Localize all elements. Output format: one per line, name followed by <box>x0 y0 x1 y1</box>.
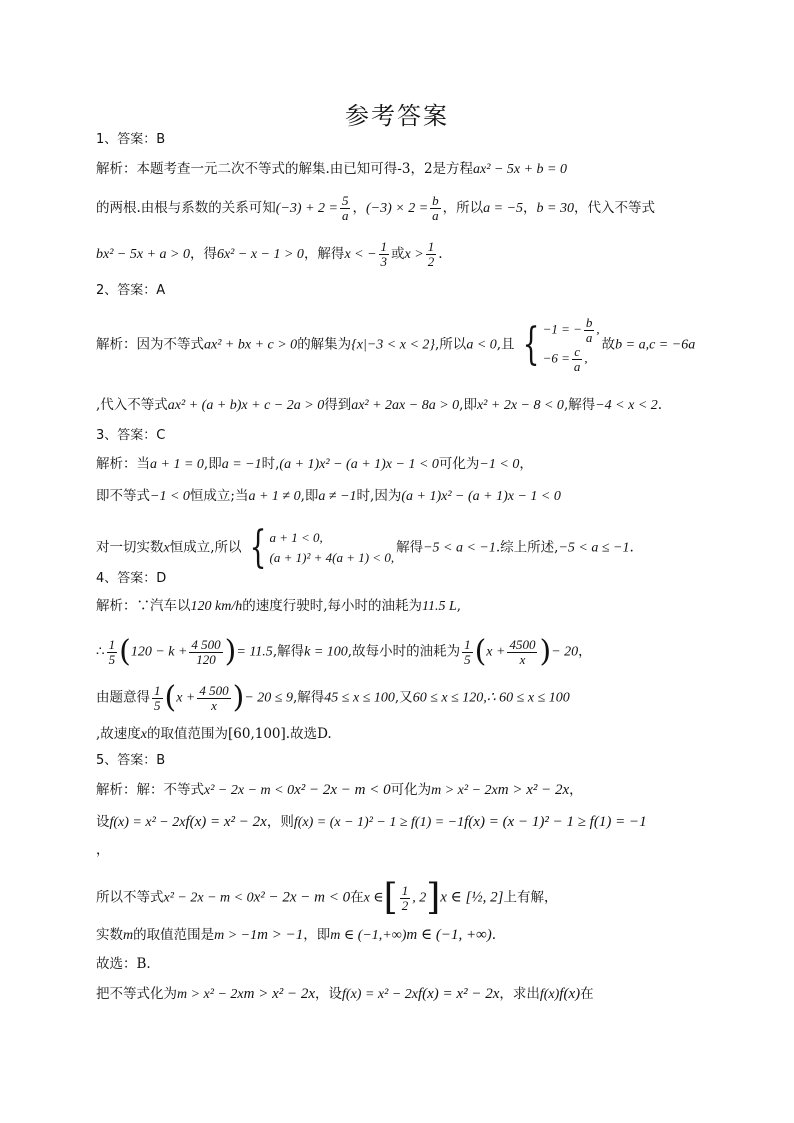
q5-ineq2: m > x² − 2x <box>431 783 498 798</box>
q5-range-dup: m > −1 <box>257 927 304 943</box>
q3-a: a = −1 <box>221 457 262 472</box>
q2-equation-system: { −1 = − $\frac{b}{a}$ , −6 = $\frac{c}{a}$ , <box>522 315 600 374</box>
q2-solution: −4 < x < 2 <box>595 398 658 413</box>
q1-text: ，解得 <box>303 246 345 262</box>
q5-func2-dup: f(x) = x² − 2x <box>417 986 500 1002</box>
q2-ineq2: ax² + (a + b)x + c − 2a > 0 <box>167 398 325 413</box>
q3-ineq2: −1 < 0 <box>150 489 190 504</box>
q5-ineq-dup: x² − 2x − m < 0 <box>294 782 391 798</box>
q2-text: ,解得 <box>563 397 596 413</box>
q4-fraction-4500-120: $\frac{4 500}{120}$ <box>191 636 221 667</box>
q5-text: 可化为 <box>390 782 432 798</box>
q4-text: ,故每小时的油耗为 <box>347 643 461 660</box>
q3-var: x <box>163 540 170 556</box>
q5-ineq2-dup: m > x² − 2x <box>497 782 570 798</box>
q5-func-min-dup: f(x) = (x − 1)² − 1 ≥ f(1) = −1 <box>464 814 647 830</box>
q3-text: 时,因为 <box>356 488 402 504</box>
q3-text: .综上所述, <box>495 539 559 556</box>
q1-a-value: a = −5 <box>483 201 524 216</box>
q4-text: ,解得 <box>293 689 325 706</box>
q2-ineq: ax² + bx + c > 0 <box>204 337 298 353</box>
q5-text: 所以不等式 <box>96 889 164 906</box>
q1-fraction-1-3: $\frac{1}{3}$ <box>380 239 388 269</box>
q5-text: ，即 <box>303 927 331 943</box>
q5-sep: ， <box>569 782 583 798</box>
q1-text: 的两根.由根与系数的关系可知 <box>96 200 276 216</box>
q4-therefore: ∴ <box>96 643 105 660</box>
q4-text: 的速度行驶时,每小时的油耗为 <box>242 598 423 614</box>
q1-text: ，得 <box>189 246 217 262</box>
q4-var: x <box>140 727 148 742</box>
q1-sep: ， <box>523 200 537 216</box>
q4-expr2: x + <box>486 644 506 660</box>
q5-analysis-line-3: ， <box>96 842 110 858</box>
q3-text: ,即 <box>203 456 222 472</box>
q1-ineq: bx² − 5x + a > 0 <box>96 247 190 262</box>
q3-text: ,即 <box>300 488 319 504</box>
q4-expr3: x + <box>176 690 196 706</box>
q3-text: 对一切实数 <box>96 539 164 556</box>
q1-sum: (−3) + 2 = <box>275 201 338 216</box>
q4-speed: 120 km/h <box>190 599 243 614</box>
q1-product: (−3) × 2 = <box>365 201 429 216</box>
q5-text: ，设 <box>315 986 343 1002</box>
q5-ineq: x² − 2x − m < 0 <box>204 783 295 798</box>
q3-text: 时, <box>261 456 280 472</box>
q3-text: 解得 <box>396 539 424 556</box>
q3-ineq3: (a + 1)x² − (a + 1)x − 1 < 0 <box>401 489 561 504</box>
q1-text: ，代入不等式 <box>574 200 655 216</box>
q3-text: 解析：当 <box>96 456 150 472</box>
q1-equation: ax² − 5x + b = 0 <box>473 162 567 177</box>
q1-text: ，所以 <box>442 200 484 216</box>
q1-analysis-line-1 <box>96 160 567 179</box>
q3-analysis-line-1 <box>96 455 533 474</box>
q5-interval-dup: x ∈ [½, 2] <box>440 889 504 906</box>
q5-analysis-line-6: 故选：B. <box>96 956 151 972</box>
q4-text: ,故速度 <box>96 726 141 742</box>
q5-ineq4-dup: m > x² − 2x <box>243 986 316 1002</box>
q1-sep: ， <box>352 200 366 216</box>
q5-func: f(x) = x² − 2x <box>109 815 186 830</box>
q5-text: 把不等式化为 <box>96 986 177 1002</box>
q4-text: ,解得 <box>272 643 305 660</box>
q2-text: 解析：因为不等式 <box>96 336 204 353</box>
q5-ineq4: m > x² − 2x <box>177 987 244 1002</box>
q4-analysis-line-2: ∴ $\frac{1}{5}$ (120 − k + $\frac{4 500}{120}$ )= 11.5,解得k = 100,故每小时的油耗为 $\frac{1}{5}$ (x + $\frac{4500}{x}$ )− 20， <box>96 634 592 669</box>
q5-answer-heading: 5、答案：B <box>96 753 166 768</box>
q1-or: 或 <box>391 246 405 262</box>
q4-fraction-1-5c: $\frac{1}{5}$ <box>154 682 161 713</box>
q4-fraction-1-5b: $\frac{1}{5}$ <box>464 636 471 667</box>
q1-fraction-5-a: $\frac{5}{a}$ <box>341 193 349 223</box>
q1-fraction-1-2: $\frac{1}{2}$ <box>427 239 435 269</box>
q2-analysis-line-2 <box>96 396 662 415</box>
q1-solution-left: x < − <box>344 247 377 262</box>
q4-analysis-line-3: 由题意得 $\frac{1}{5}$ (x + $\frac{4 500}{x}$ )− 20 ≤ 9,解得45 ≤ x ≤ 100,又60 ≤ x ≤ 120,∴ 60 ≤ x ≤ 100 <box>96 680 570 715</box>
q3-analysis-line-2 <box>96 487 561 506</box>
q5-end: . <box>491 927 497 943</box>
q5-in: x ∈ <box>363 890 384 906</box>
q3-answer-heading: 3、答案：C <box>96 428 166 443</box>
q2-ineq3: ax² + 2ax − 8a > 0 <box>351 398 460 413</box>
q1-answer-heading: 1、答案：B <box>96 132 166 147</box>
q3-text: 恒成立;当 <box>189 488 249 504</box>
q5-text: ，则 <box>266 814 294 830</box>
q5-func2: f(x) = x² − 2x <box>342 987 418 1002</box>
q4-text: 由题意得 <box>96 689 150 706</box>
q3-a2: a ≠ −1 <box>318 489 357 504</box>
q5-func-dup: f(x) = x² − 2x <box>185 814 267 830</box>
q4-ineq: − 20 ≤ 9 <box>244 690 293 706</box>
q4-eq: = 11.5 <box>236 644 273 660</box>
q5-fx-dup: f(x) <box>559 986 581 1002</box>
q5-text: 设 <box>96 814 110 830</box>
q4-analysis-line-1 <box>96 597 461 616</box>
q4-fraction-4500-x2: $\frac{4 500}{x}$ <box>199 682 229 713</box>
q3-cond2: a + 1 ≠ 0 <box>248 489 301 504</box>
q3-inequality-system: { a + 1 < 0, (a + 1)² + 4(a + 1) < 0, <box>249 522 395 573</box>
q1-analysis-line-3 <box>96 240 443 269</box>
q4-expr: 120 − k + <box>130 644 188 660</box>
q4-minus: − 20 <box>551 644 579 660</box>
q2-answer-heading: 2、答案：A <box>96 283 166 298</box>
q4-text: ,又 <box>394 689 413 706</box>
q4-sep: , <box>456 598 462 614</box>
q4-k: k = 100 <box>304 644 348 660</box>
q5-text: ，求出 <box>499 986 540 1002</box>
q1-text: 解析：本题考查一元二次不等式的解集.由已知可得-3，2是方程 <box>96 161 474 177</box>
q3-end: . <box>629 539 634 556</box>
q5-fraction-1-2: $\frac{1}{2}$ <box>401 882 409 913</box>
q2-end: . <box>657 397 663 413</box>
q4-fuel: 11.5 L <box>422 599 457 614</box>
q2-analysis-line-1 <box>96 316 695 374</box>
q4-fraction-4500-x: $\frac{4500}{x}$ <box>509 636 536 667</box>
q2-text: 故 <box>601 336 616 353</box>
q4-analysis-line-4 <box>96 725 332 744</box>
q5-analysis-line-2 <box>96 813 647 832</box>
q4-text: 的取值范围为[60,100].故选D. <box>147 726 332 742</box>
q5-analysis-line-4: 所以不等式x² − 2x − m < 0x² − 2x − m < 0在x ∈[ $\frac{1}{2}$ , 2]x ∈ [½, 2]上有解， <box>96 877 558 918</box>
q3-text: 可化为 <box>438 456 480 472</box>
q4-fraction-1-5: $\frac{1}{5}$ <box>108 636 116 667</box>
q5-analysis-line-1 <box>96 781 583 800</box>
q2-text: 得到 <box>324 397 352 413</box>
q5-text: 的取值范围是 <box>133 927 215 943</box>
q2-text: ,且 <box>496 336 515 353</box>
q1-fraction-b-a: $\frac{b}{a}$ <box>432 193 439 223</box>
q5-fx: f(x) <box>539 987 560 1002</box>
q4-answer-heading: 4、答案：D <box>96 571 167 586</box>
q3-text: 即不等式 <box>96 488 150 504</box>
q5-var: m <box>123 928 134 943</box>
q5-ineq3: x² − 2x − m < 0 <box>163 890 254 906</box>
q1-ineq2: 6x² − x − 1 > 0 <box>216 247 304 262</box>
page-title: 参考答案 <box>345 102 449 130</box>
q5-set: m ∈ (−1,+∞) <box>330 928 407 943</box>
q5-func-min: f(x) = (x − 1)² − 1 ≥ f(1) = −1 <box>293 815 465 830</box>
q5-set-dup: m ∈ (−1, +∞) <box>406 927 492 943</box>
q3-ineq: (a + 1)x² − (a + 1)x − 1 < 0 <box>279 457 439 472</box>
q3-cond: a + 1 = 0 <box>150 457 204 472</box>
q5-text: 在 <box>350 889 364 906</box>
q4-text: 解析：∵汽车以 <box>96 598 191 614</box>
q3-sep: ， <box>519 456 533 472</box>
q3-text: 恒成立,所以 <box>169 539 242 556</box>
q3-sol: −5 < a < −1 <box>423 540 496 556</box>
q5-range: m > −1 <box>214 928 258 943</box>
q2-result: b = a,c = −6a <box>615 337 696 353</box>
q2-text: ,代入不等式 <box>96 397 168 413</box>
q3-analysis-line-3 <box>96 522 634 573</box>
q5-analysis-line-5 <box>96 926 496 945</box>
q3-ineq-simplified: −1 < 0 <box>479 457 520 472</box>
q4-range2: 60 ≤ x ≤ 120,∴ 60 ≤ x ≤ 100 <box>412 690 570 706</box>
q1-analysis-line-2 <box>96 194 655 223</box>
q2-ineq4: x² + 2x − 8 < 0 <box>476 398 564 413</box>
q5-text: 实数 <box>96 927 123 943</box>
q2-text: ,即 <box>459 397 477 413</box>
q5-analysis-line-7 <box>96 985 594 1004</box>
q2-text: ,所以 <box>435 336 467 353</box>
q5-text: 在 <box>580 986 594 1002</box>
q5-ineq3-dup: x² − 2x − m < 0 <box>253 889 351 906</box>
q5-text: 上有解， <box>503 889 558 906</box>
q2-a-neg: a < 0 <box>466 337 497 353</box>
q4-range1: 45 ≤ x ≤ 100 <box>324 690 395 706</box>
q1-end: . <box>438 246 443 262</box>
q1-b-value: b = 30 <box>536 201 574 216</box>
q5-interval-end: , 2 <box>412 890 427 906</box>
q4-sep: ， <box>578 643 592 660</box>
q1-solution-right: x > <box>404 247 424 262</box>
q2-text: 的解集为 <box>297 336 352 353</box>
q2-set: {x|−3 < x < 2} <box>351 337 436 353</box>
q5-text: 解析：解：不等式 <box>96 782 204 798</box>
q3-final: −5 < a ≤ −1 <box>558 540 630 556</box>
